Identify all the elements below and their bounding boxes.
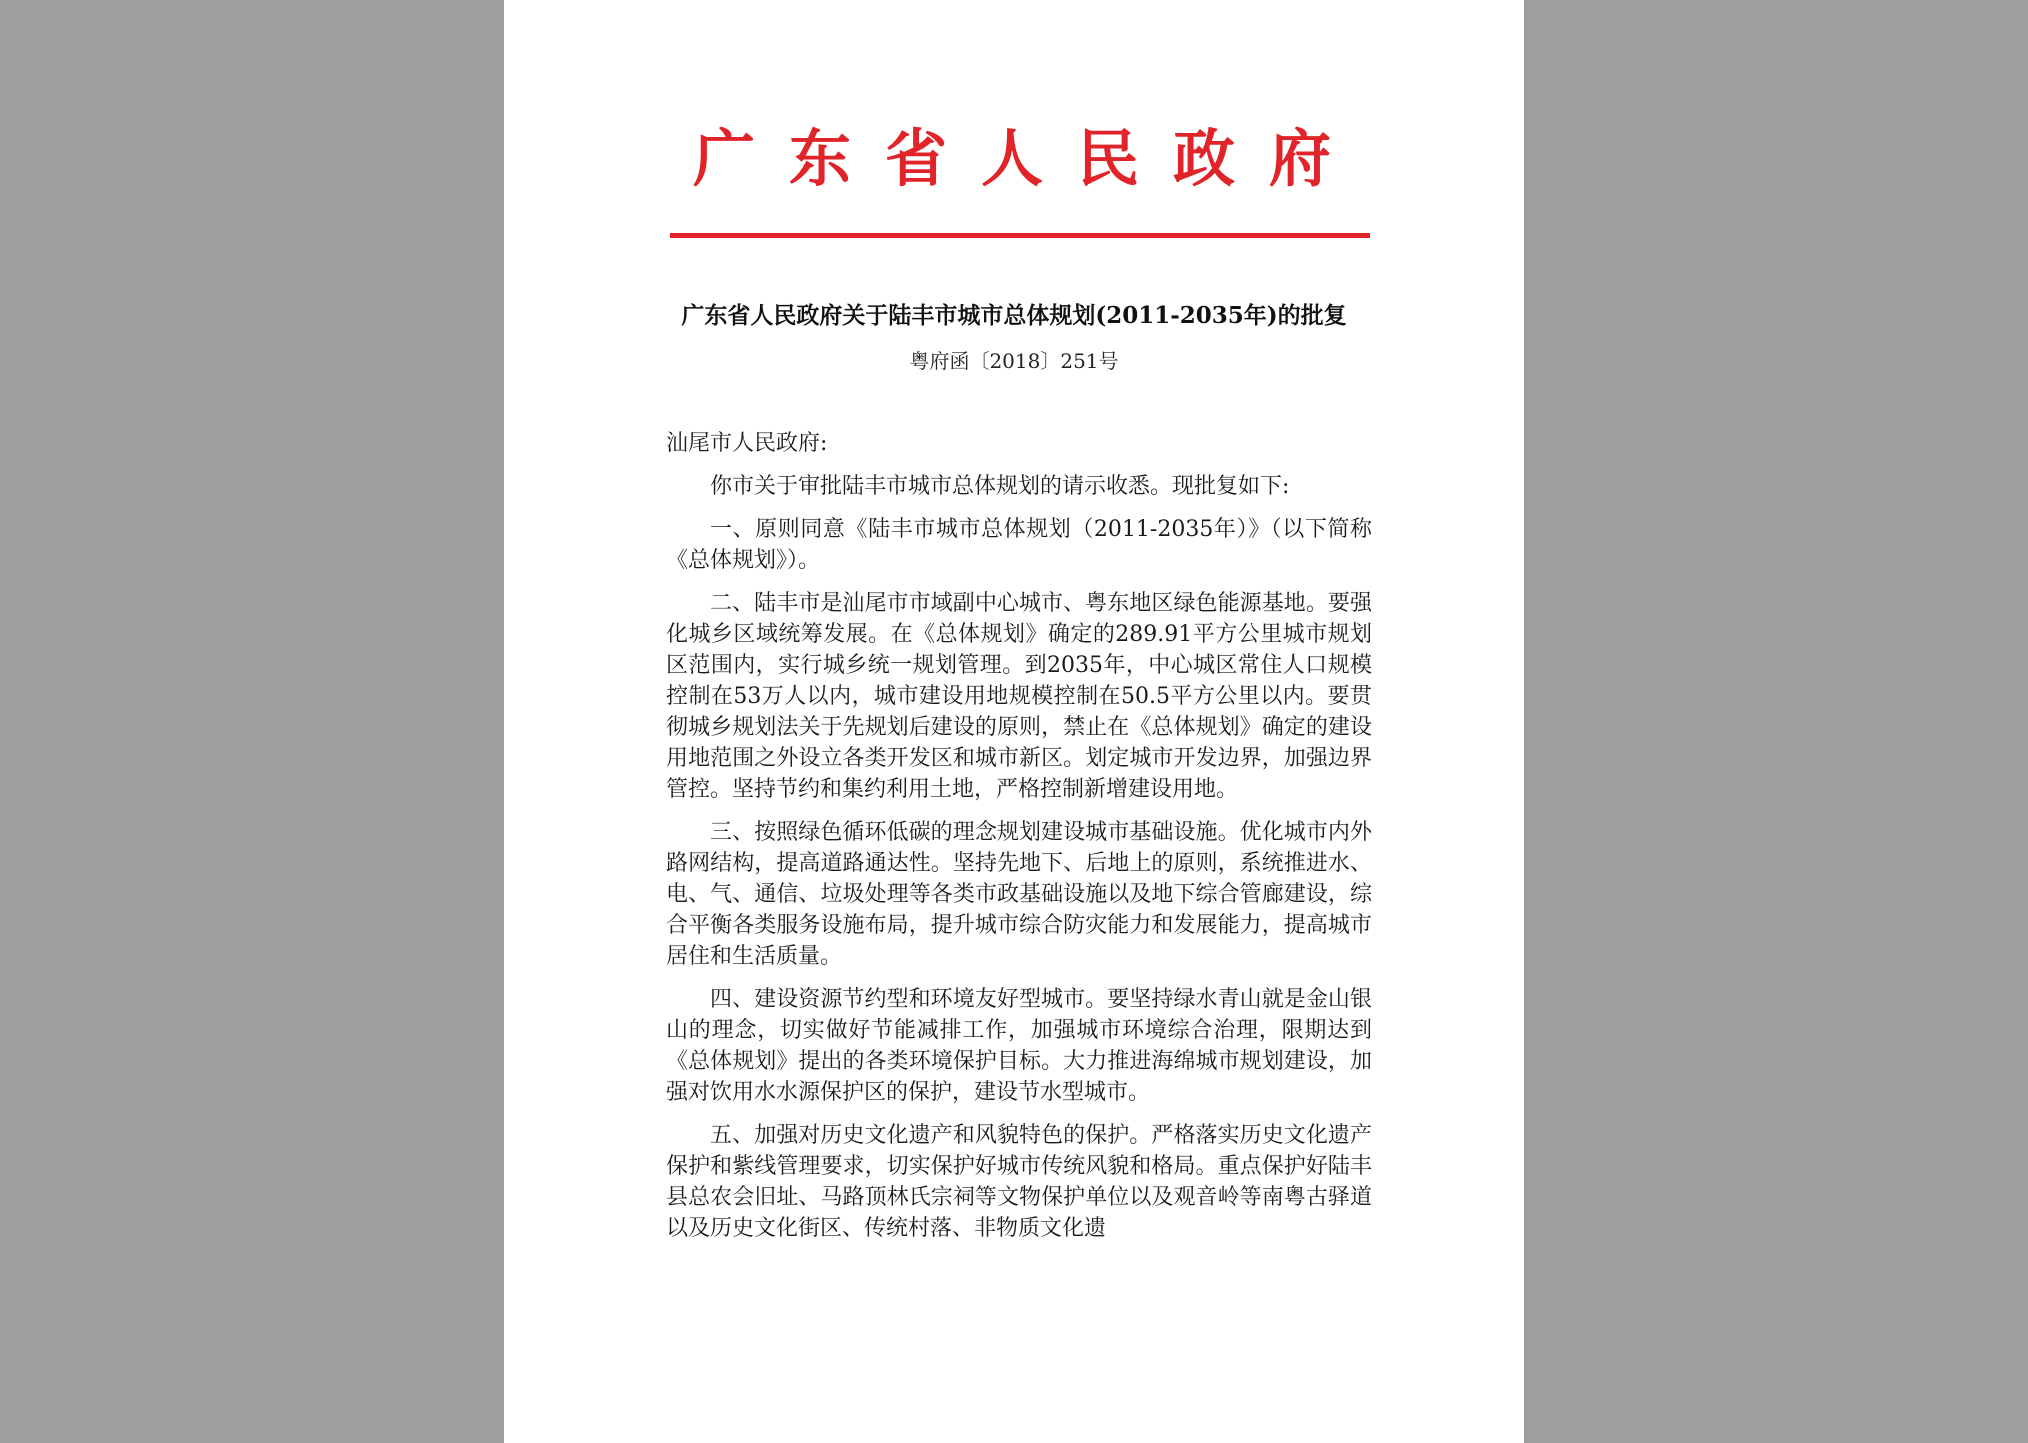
document-title: 广东省人民政府关于陆丰市城市总体规划(2011-2035年)的批复 xyxy=(681,302,1347,329)
letterhead-title: 广东省人民政府 xyxy=(692,122,1365,195)
paragraph-intro: 你市关于审批陆丰市城市总体规划的请示收悉。现批复如下: xyxy=(710,474,1290,499)
paragraph-item-3: 三、按照绿色循环低碳的理念规划建设城市基础设施。优化城市内外路网结构，提高道路通达性。坚持先地下、后地上的原则，系统推进水、电、气、通信、垃圾处理等各类市政基础设施以及地下综合管廊建设，综合平衡各类服务设施布局，提升城市综合防灾能力和发展能力，提高城市居住和生活质量。 xyxy=(666,820,1372,969)
document-number: 粤府函〔2018〕251号 xyxy=(909,349,1119,373)
paragraph-item-5: 五、加强对历史文化遗产和风貌特色的保护。严格落实历史文化遗产保护和紫线管理要求，切实保护好城市传统风貌和格局。重点保护好陆丰县总农会旧址、马路顶林氏宗祠等文物保护单位以及观音岭等南粤古驿道以及历史文化街区、传统村落、非物质文化遗 xyxy=(666,1123,1372,1241)
letterhead-red-rule xyxy=(670,233,1370,238)
document-page xyxy=(504,0,1524,1443)
salutation: 汕尾市人民政府: xyxy=(666,431,828,456)
paragraph-item-4: 四、建设资源节约型和环境友好型城市。要坚持绿水青山就是金山银山的理念，切实做好节能减排工作，加强城市环境综合治理，限期达到《总体规划》提出的各类环境保护目标。大力推进海绵城市规划建设，加强对饮用水水源保护区的保护，建设节水型城市。 xyxy=(666,987,1372,1105)
paragraph-item-1: 一、原则同意《陆丰市城市总体规划（2011-2035年）》（以下简称《总体规划》）。 xyxy=(666,517,1372,573)
paragraph-item-2: 二、陆丰市是汕尾市市域副中心城市、粤东地区绿色能源基地。要强化城乡区域统筹发展。在《总体规划》确定的289.91平方公里城市规划区范围内，实行城乡统一规划管理。到2035年，中心城区常住人口规模控制在53万人以内，城市建设用地规模控制在50.5平方公里以内。要贯彻城乡规划法关于先规划后建设的原则，禁止在《总体规划》确定的建设用地范围之外设立各类开发区和城市新区。划定城市开发边界，加强边界管控。坚持节约和集约利用土地，严格控制新增建设用地。 xyxy=(666,591,1372,802)
document-body xyxy=(666,428,1372,1256)
